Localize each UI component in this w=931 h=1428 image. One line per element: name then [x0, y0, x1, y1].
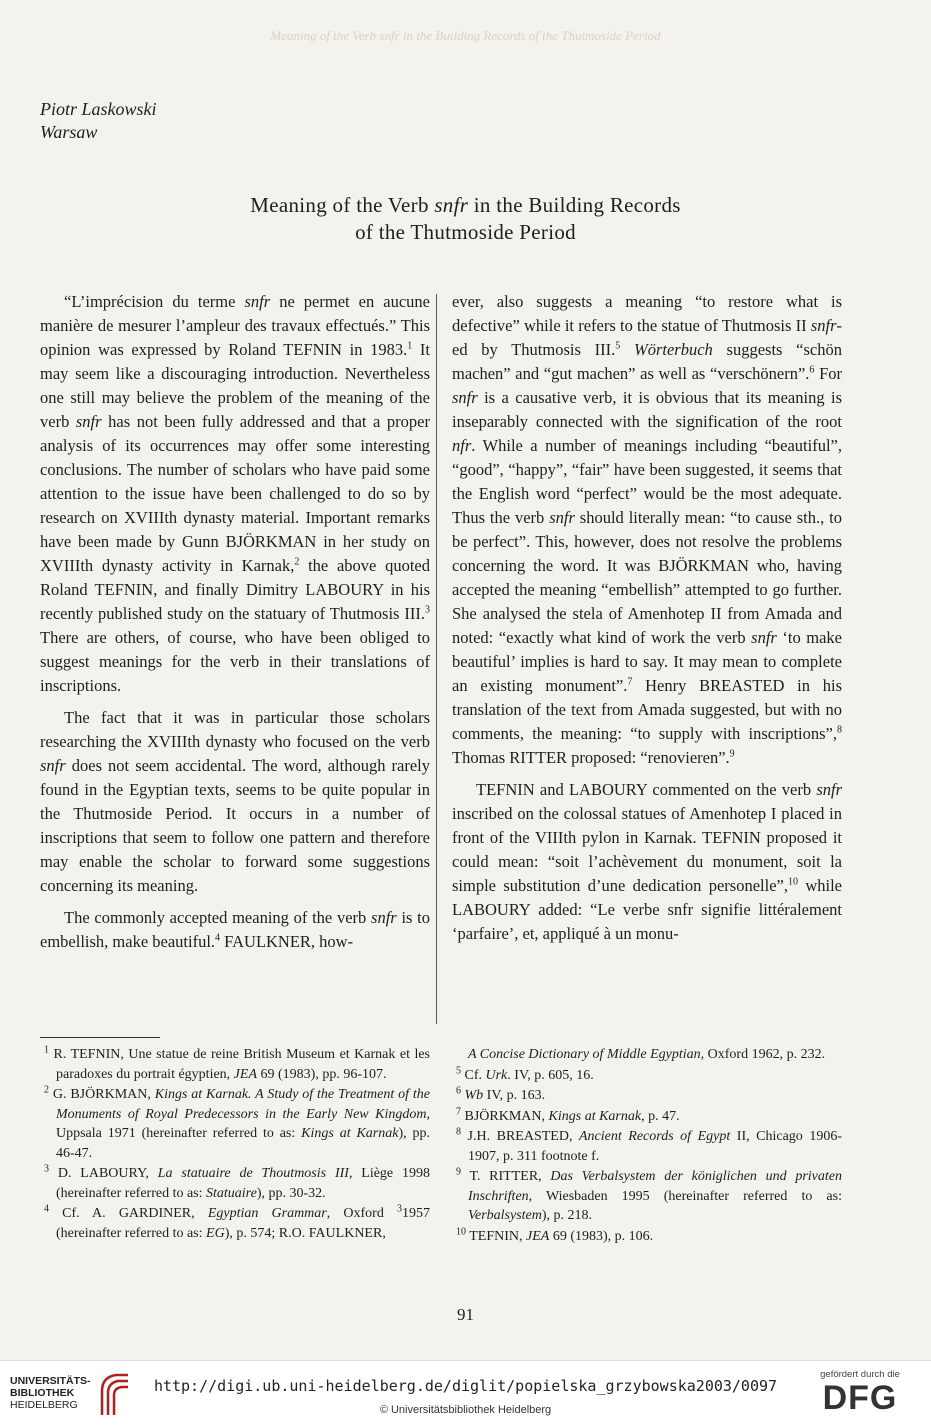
author-block — [40, 98, 157, 144]
paragraph: The fact that it was in particular those scholars researching the XVIIIth dynasty who focused on the verb snfr does not seem accidental. The word, although rarely found in the Egyptian texts, seems to be quite popular in the Thutmoside Period. It occurs in a number of inscriptions that seem to follow one pattern and therefore may enable the scholar to forward some suggestions concerning its meaning. — [40, 708, 430, 895]
footnote: $^{10}$ TEFNIN, JEA 69 (1983), p. 106. — [456, 1225, 654, 1244]
dfg-logo: DFG — [822, 1379, 898, 1417]
footnote: $^1$ R. TEFNIN, Une statue de reine British Museum et Karnak et les paradoxes du portrait égyptien, JEA 69 (1983), pp. 96-107. — [44, 1044, 430, 1082]
footnote: $^8$ J.H. BREASTED, Ancient Records of Egypt II, Chicago 1906-1907, p. 311 footnote f. — [456, 1126, 842, 1164]
footnote: $^7$ BJÖRKMAN, Kings at Karnak, p. 47. — [456, 1105, 680, 1124]
dfg-funding — [805, 1369, 915, 1416]
paragraph: ever, also suggests a meaning “to restore what is defective” while it refers to the statue of Thutmosis II snfr-ed by Thutmosis III.$^5$ Wörterbuch suggests “schön machen” and “gut machen” as well as “verschönern”.$^6$ For snfr is a causative verb, it is obvious that its meaning is inseparably connected with the signification of the root nfr. While a number of meanings including “beautiful”, “good”, “happy”, “fair” have been suggested, it seems that the English word “perfect” would be the most adequate. Thus the verb snfr should literally mean: “to cause sth., to be perfect”. This, however, does not resolve the problems concerning the word. It was BJÖRKMAN who, having accepted the meaning “embellish” attempted to go further. She analysed the stela of Amenhotep II from Amada and noted: “exactly what kind of work the verb snfr ‘to make beautiful’ implies is hard to say. It may mean to complete an existing monument”.$^7$ Henry BREASTED in his translation of the text from Amada suggested, but with no comments, the meaning: “to supply with inscriptions”,$^8$ Thomas RITTER proposed: “renovieren”.$^9$ — [452, 292, 843, 767]
paragraph: The commonly accepted meaning of the verb snfr is to embellish, make beautiful.$^4$ FAULKNER, how- — [40, 908, 431, 951]
footnote: $^2$ G. BJÖRKMAN, Kings at Karnak. A Study of the Treatment of the Monuments of Royal Predecessors in the Early New Kingdom, Uppsala 1971 (hereinafter referred to as: Kings at Karnak), pp. 46-47. — [44, 1084, 430, 1161]
paragraph: TEFNIN and LABOURY commented on the verb snfr inscribed on the colossal statues of Amenhotep I placed in front of the VIIIth pylon in Karnak. TEFNIN proposed it could mean: “soit l’achèvement du monument, soit la simple substitution d’une dedication personelle”,$^{10}$ while LABOURY added: “Le verbe snfr signifie littéralement ‘parfaire’, et, appliqué à un monu- — [452, 780, 842, 943]
footnote: $^4$ Cf. A. GARDINER, Egyptian Grammar, Oxford $^3$1957 (hereinafter referred to as: EG), p. 574; R.O. FAULKNER, — [44, 1203, 431, 1241]
footnote: $^9$ T. RITTER, Das Verbalsystem der königlichen und privaten Inschriften, Wiesbaden 1995 (hereinafter referred to as: Verbalsystem), p. 218. — [456, 1166, 842, 1223]
author-place: Warsaw — [40, 122, 98, 142]
footnote-rule — [40, 1037, 160, 1038]
footnote: $^5$ Cf. Urk. IV, p. 605, 16. — [456, 1064, 594, 1083]
funded-by-label: gefördert durch die — [820, 1369, 900, 1380]
title-line-2: of the Thutmoside Period — [355, 220, 576, 244]
footnote: $^6$ Wb IV, p. 163. — [456, 1085, 546, 1103]
title-line-1: Meaning of the Verb snfr in the Building Records — [250, 193, 681, 217]
footnotes-left — [40, 1045, 430, 1244]
footnotes-right — [452, 1045, 842, 1247]
author-name: Piotr Laskowski — [40, 99, 157, 119]
bleed-through-header: Meaning of the Verb snfr in the Building Records of the Thutmoside Period — [270, 28, 661, 43]
footnote: $^3$ D. LABOURY, La statuaire de Thoutmosis III, Liège 1998 (hereinafter referred to as: Statuaire), pp. 30-32. — [44, 1163, 430, 1201]
footnote: A Concise Dictionary of Middle Egyptian, Oxford 1962, p. 232. — [468, 1047, 826, 1062]
library-name: UNIVERSITÄTS- BIBLIOTHEK HEIDELBERG — [10, 1375, 91, 1411]
paragraph: “L’imprécision du terme snfr ne permet en aucune manière de mesurer l’ampleur des travaux effectués.” This opinion was expressed by Roland TEFNIN in 1983.$^1$ It may seem like a discouraging introduction. Nevertheless one still may believe the problem of the meaning of the verb snfr has not been fully addressed and that a proper analysis of its occurrences may offer some interesting conclusions. The number of scholars who have paid some attention to the issue have been challenged to do so by research on XVIIIth dynasty material. Important remarks have been made by Gunn BJÖRKMAN in her study on XVIIIth dynasty activity in Karnak,$^2$ the above quoted Roland TEFNIN, and finally Dimitry LABOURY in his recently published study on the statuary of Thutmosis III.$^3$ There are others, of course, who have been obliged to suggest meanings for the verb in their translations of inscriptions. — [40, 292, 431, 695]
page-number: 91 — [457, 1305, 474, 1324]
body-column-left — [40, 290, 430, 954]
digital-library-footer — [0, 1360, 931, 1428]
body-column-right — [452, 290, 842, 946]
permalink-url[interactable]: http://digi.ub.uni-heidelberg.de/diglit/popielska_grzybowska2003/0097 — [153, 1377, 778, 1395]
article-title — [60, 192, 871, 246]
column-divider — [436, 294, 437, 1024]
copyright-notice: © Universitätsbibliothek Heidelberg — [379, 1404, 552, 1416]
